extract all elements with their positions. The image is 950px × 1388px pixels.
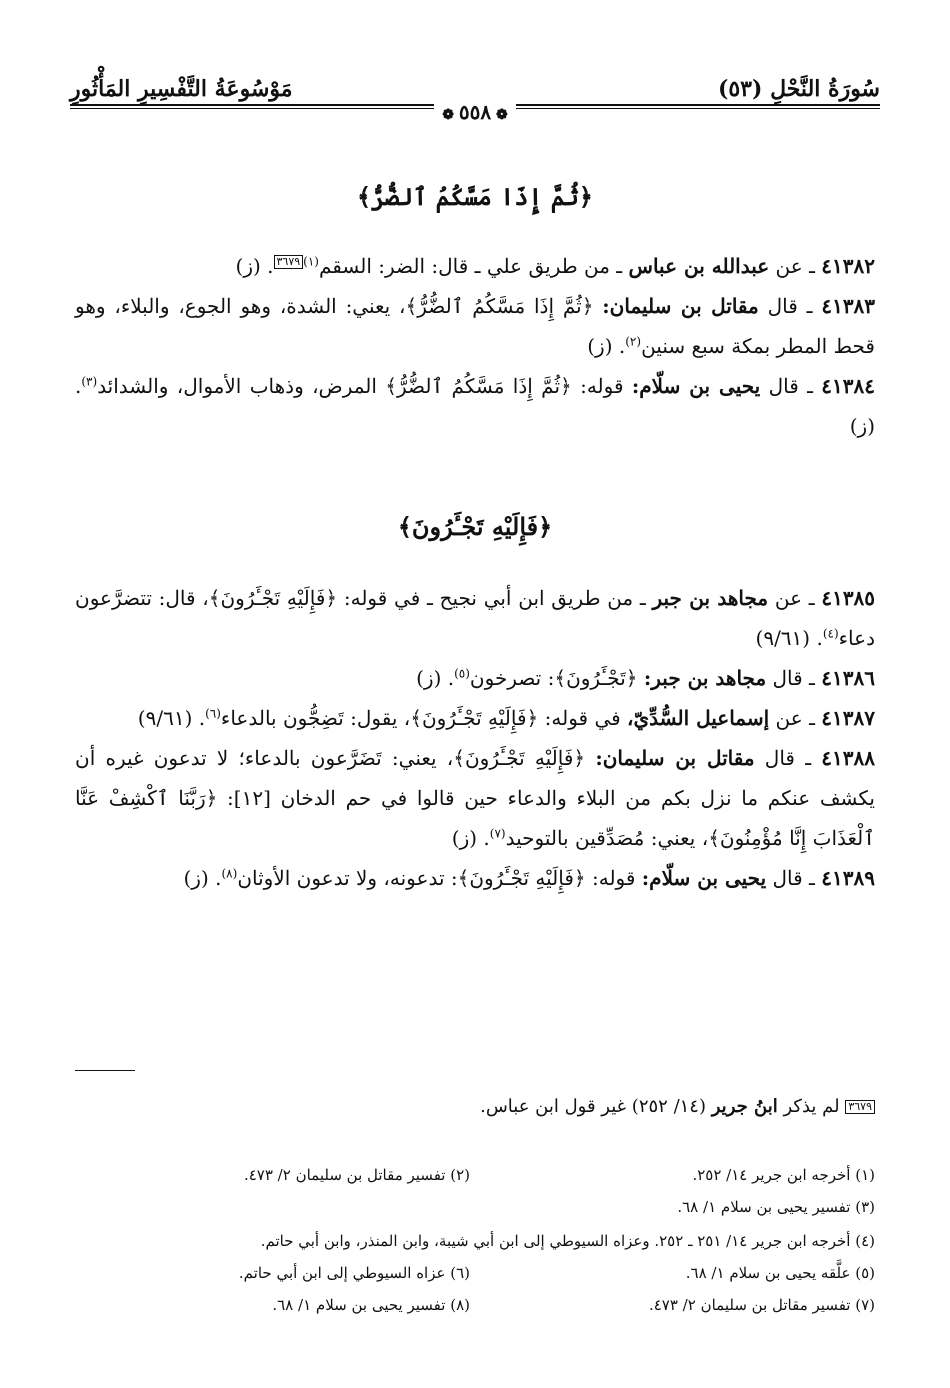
narrator-name: يحيى بن سلّام:: [641, 866, 767, 890]
footnote-ref[interactable]: (٧): [489, 826, 506, 841]
entry: [75, 578, 875, 658]
book-title: مَوْسُوعَةُ التَّفْسِيرِ المَأْثُورِ: [70, 76, 293, 102]
editor-comment: [75, 1093, 875, 1121]
footnote: (٧) تفسير مقاتل بن سليمان ٢/ ٤٧٣.: [648, 1296, 875, 1314]
narrator-name: عبدالله بن عباس: [628, 254, 770, 278]
section-1: [75, 182, 875, 211]
entry-text: ﴿فَإِلَيْهِ تَجْـَٔرُونَ﴾، يعني: تَضَرَّعون بالدعاء؛ لا تدعون غيره أن يكشف عنكم ما نزل بكم من البلاء والدعاء حين قالوا في حم الدخان [١٢]: ﴿رَبَّنَا ٱكْشِفْ عَنَّا ٱلْعَذَابَ إِنَّا مُؤْمِنُونَ﴾، يعني: مُصَدِّقين بالتوحيد: [75, 746, 875, 850]
entry-number: ٤١٣٨٢: [821, 254, 875, 278]
narrator-name: يحيى بن سلّام:: [631, 374, 761, 398]
entry: [75, 366, 875, 446]
entry-prefix: ـ قال: [768, 374, 813, 398]
entry-text: ﴿تَجْـَٔرُونَ﴾: تصرخون: [469, 666, 638, 690]
narrator-name: مجاهد بن جبر:: [643, 666, 767, 690]
comment-text: (١٤/ ٢٥٢) غير قول ابن عباس.: [480, 1096, 707, 1117]
entry-source: . (ز): [183, 866, 222, 890]
entry-source: . (ز): [235, 254, 274, 278]
entry-prefix: ـ قال: [767, 294, 813, 318]
entry-source: . (٩/٦١): [137, 706, 206, 730]
narrator-name: مجاهد بن جبر: [652, 586, 769, 610]
entries-1: [75, 246, 875, 446]
footnote: (٨) تفسير يحيى بن سلام ١/ ٦٨.: [272, 1296, 470, 1314]
entry-number: ٤١٣٨٣: [821, 294, 876, 318]
surah-title: سُورَةُ النَّحْلِ (٥٣): [717, 76, 880, 102]
page-number-block: [0, 100, 950, 124]
comment-name: ابنُ جرير: [711, 1096, 778, 1117]
footnote-ref[interactable]: (٥): [454, 666, 470, 681]
entry-number: ٤١٣٨٧: [821, 706, 875, 730]
entry-prefix: ـ عن: [775, 706, 815, 730]
footnote: (٣) تفسير يحيى بن سلام ١/ ٦٨.: [677, 1198, 875, 1216]
footnote-ref[interactable]: (٦): [205, 706, 221, 721]
entry-number: ٤١٣٨٥: [821, 586, 876, 610]
entry-source: . (ز): [416, 666, 455, 690]
footnote: (٦) عزاه السيوطي إلى ابن أبي حاتم.: [238, 1264, 470, 1282]
entry-text: ﴿ثُمَّ إِذَا مَسَّكُمُ ٱلضُّرُّ﴾، يعني: الشدة، وهو الجوع، والبلاء، وهو قحط المطر بمكة سبع سنين: [75, 294, 875, 358]
comment-prefix: لم يذكر: [783, 1096, 840, 1117]
entry: [75, 246, 875, 286]
ornament-icon: ❁: [491, 107, 508, 123]
comment-number-box: ٣٦٧٩: [845, 1100, 875, 1114]
footnote-ref[interactable]: (٣): [81, 374, 98, 389]
entries-2: [75, 578, 875, 898]
entry-text: ـ من طريق علي ـ قال: الضر: السقم: [318, 254, 623, 278]
entry-number: ٤١٣٨٩: [821, 866, 875, 890]
entry: [75, 658, 875, 698]
entry-prefix: ـ قال: [772, 666, 815, 690]
entry-text: قوله: ﴿فَإِلَيْهِ تَجْـَٔرُونَ﴾: تدعونه، ولا تدعون الأوثان: [237, 866, 636, 890]
entry-prefix: ـ عن: [774, 586, 815, 610]
footnote: (٢) تفسير مقاتل بن سليمان ٢/ ٤٧٣.: [243, 1166, 470, 1184]
entry-source: . (ز): [587, 334, 626, 358]
entry: [75, 738, 875, 858]
footnote-ref[interactable]: (٤): [822, 626, 839, 641]
entry: [75, 286, 875, 366]
ornament-icon: ❁: [442, 107, 459, 123]
entry-source: . (ز): [75, 374, 875, 438]
section-2: [75, 512, 875, 541]
narrator-name: مقاتل بن سليمان:: [595, 746, 755, 770]
entry-number: ٤١٣٨٦: [821, 666, 875, 690]
footnote-ref[interactable]: (٢): [625, 334, 642, 349]
entry-prefix: ـ قال: [764, 746, 812, 770]
section-heading: ﴿ثُمَّ إِذَا مَسَّكُمُ ٱلضُّرُّ﴾: [356, 182, 593, 211]
section-heading: ﴿فَإِلَيْهِ تَجْـَٔرُونَ﴾: [397, 512, 553, 541]
footnote-ref[interactable]: (١): [303, 254, 319, 269]
entry-number: ٤١٣٨٤: [821, 374, 876, 398]
entry: [75, 698, 875, 738]
entry-prefix: ـ عن: [775, 254, 815, 278]
entry-source: . (ز): [451, 826, 490, 850]
entry-text: ـ من طريق ابن أبي نجيح ـ في قوله: ﴿فَإِلَيْهِ تَجْـَٔرُونَ﴾، قال: تتضرَّعون دعاء: [75, 586, 875, 650]
footnote-ref[interactable]: (٨): [221, 866, 238, 881]
footnote: (٥) علَّقه يحيى بن سلام ١/ ٦٨.: [685, 1264, 875, 1282]
page-number: ٥٥٨: [458, 100, 492, 124]
entry-source: . (٩/٦١): [755, 626, 823, 650]
narrator-name: مقاتل بن سليمان:: [602, 294, 759, 318]
entry: [75, 858, 875, 898]
footnote-separator: [75, 1070, 135, 1071]
entry-text: في قوله: ﴿فَإِلَيْهِ تَجْـَٔرُونَ﴾، يقول: تَضِجُّون بالدعاء: [220, 706, 621, 730]
footnote: (١) أخرجه ابن جرير ١٤/ ٢٥٢.: [692, 1166, 875, 1184]
comment-ref-box[interactable]: ٣٦٧٩: [274, 255, 304, 269]
entry-prefix: ـ قال: [772, 866, 815, 890]
footnote: (٤) أخرجه ابن جرير ١٤/ ٢٥١ ـ ٢٥٢. وعزاه السيوطي إلى ابن أبي شيبة، وابن المنذر، وابن أبي حاتم.: [260, 1232, 875, 1250]
narrator-name: إسماعيل السُّدِّيّ،: [627, 706, 770, 730]
entry-number: ٤١٣٨٨: [821, 746, 875, 770]
entry-text: قوله: ﴿ثُمَّ إِذَا مَسَّكُمُ ٱلضُّرُّ﴾ المرض، وذهاب الأموال، والشدائد: [97, 374, 624, 398]
